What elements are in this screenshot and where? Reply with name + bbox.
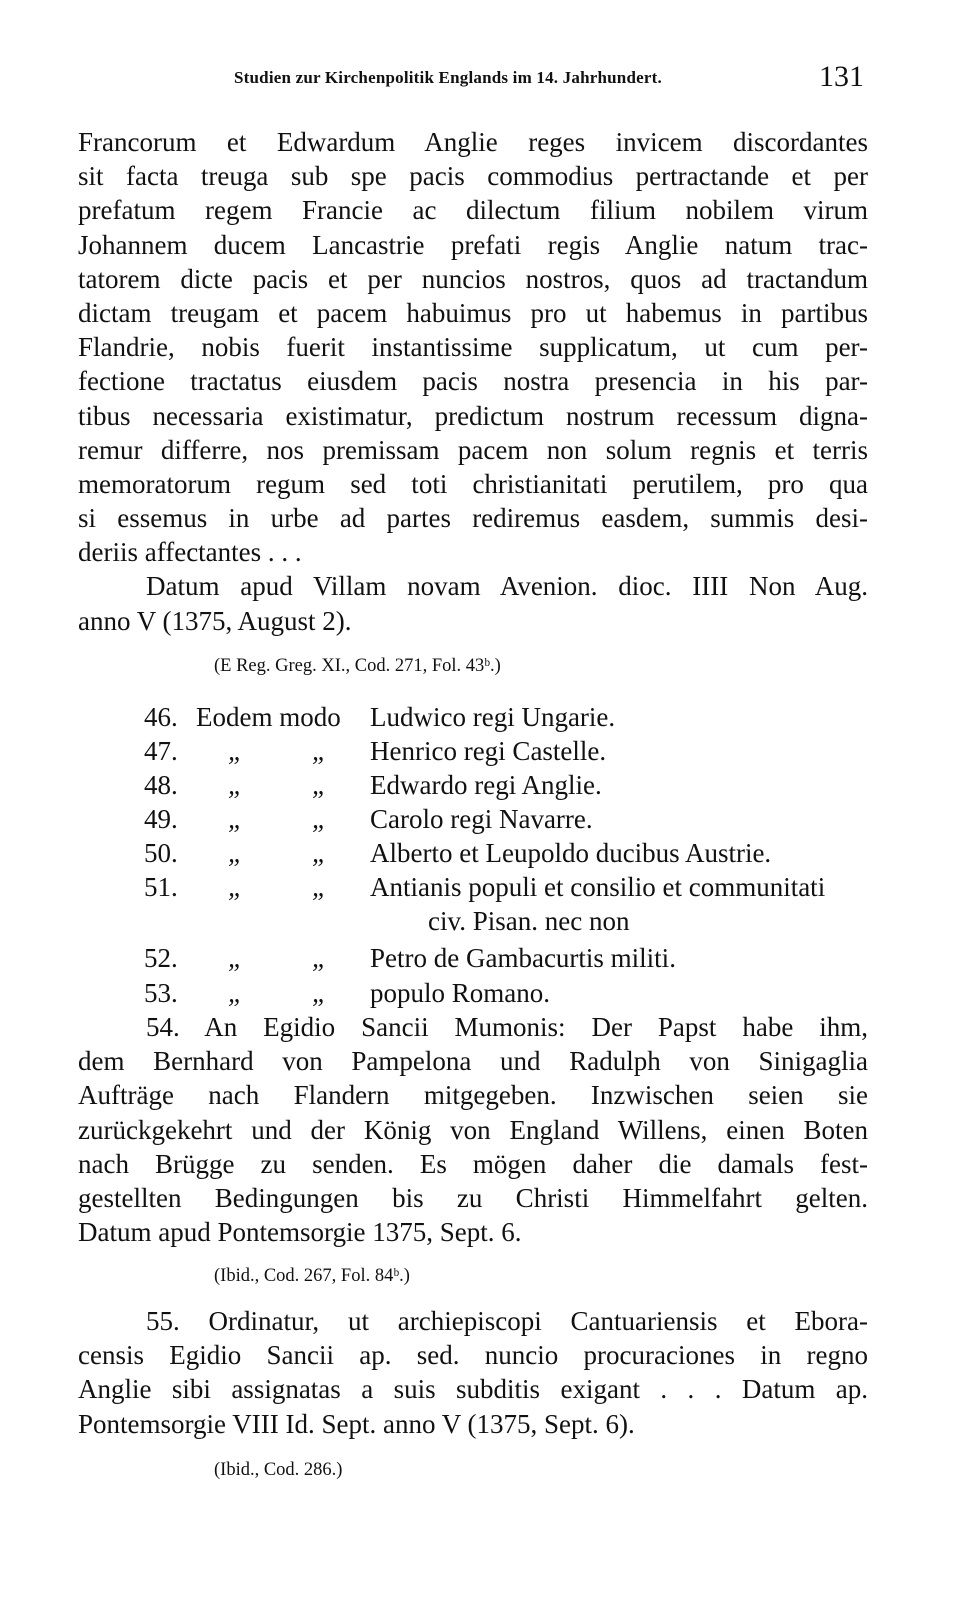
item-number: 48.: [144, 770, 178, 800]
item-formula: Eodem modo: [196, 702, 341, 732]
ditto-mark: „: [312, 872, 328, 902]
ditto-mark: „: [228, 770, 244, 800]
ditto-mark: „: [312, 978, 328, 1008]
item-addressee: Petro de Gambacurtis militi.: [370, 943, 676, 973]
item-addressee-continuation: civ. Pisan. nec non: [428, 906, 630, 936]
text-line: dem Bernhard von Pampelona und Radulph von Sinigaglia: [78, 1046, 868, 1077]
ditto-mark: „: [312, 770, 328, 800]
text-line: Aufträge nach Flandern mitgegeben. Inzwischen seien sie: [78, 1080, 868, 1111]
ditto-mark: „: [312, 838, 328, 868]
ditto-mark: „: [312, 736, 328, 766]
item-addressee: Carolo regi Navarre.: [370, 804, 593, 834]
text-line: Datum apud Pontemsorgie 1375, Sept. 6.: [78, 1217, 522, 1248]
text-line: sit facta treuga sub spe pacis commodius pertractande et per: [78, 161, 868, 192]
item-number: 50.: [144, 838, 178, 868]
item-addressee: Alberto et Leupoldo ducibus Austrie.: [370, 838, 772, 868]
item-addressee: Edwardo regi Anglie.: [370, 770, 602, 800]
item-number: 51.: [144, 872, 178, 902]
text-line: Anglie sibi assignatas a suis subditis exigant . . . Datum ap.: [78, 1374, 868, 1405]
text-line: 55. Ordinatur, ut archiepiscopi Cantuariensis et Ebora-: [146, 1306, 868, 1336]
text-line: dictam treugam et pacem habuimus pro ut habemus in partibus: [78, 297, 868, 328]
entry-55: [78, 1304, 868, 1441]
text-line: Pontemsorgie VIII Id. Sept. anno V (1375, Sept. 6).: [78, 1408, 635, 1439]
text-line: tatorem dicte pacis et per nuncios nostros, quos ad tractandum: [78, 263, 868, 294]
text-line: remur differre, nos premissam pacem non solum regnis et terris: [78, 434, 868, 465]
page-header: [0, 60, 960, 100]
text-line: Flandrie, nobis fuerit instantissime supplicatum, ut cum per-: [78, 332, 868, 363]
item-number: 52.: [144, 943, 178, 973]
text-line: fectione tractatus eiusdem pacis nostra presencia in his par-: [78, 366, 868, 397]
ditto-mark: „: [228, 838, 244, 868]
text-line: Johannem ducem Lancastrie prefati regis Anglie natum trac-: [78, 229, 868, 260]
ditto-mark: „: [228, 872, 244, 902]
page-number: 131: [819, 60, 864, 93]
text-line: Francorum et Edwardum Anglie reges invicem discordantes: [78, 127, 868, 157]
text-line: prefatum regem Francie ac dilectum filium nobilem virum: [78, 195, 868, 226]
text-line: zurückgekehrt und der König von England Willens, einen Boten: [78, 1114, 868, 1145]
text-line: gestellten Bedingungen bis zu Christi Himmelfahrt gelten.: [78, 1182, 868, 1213]
date-line: Datum apud Villam novam Avenion. dioc. IIII Non Aug.: [146, 571, 868, 602]
source-citation: (Ibid., Cod. 267, Fol. 84ᵇ.): [214, 1266, 410, 1286]
entry-54: [78, 1010, 868, 1249]
text-line: memoratorum regum sed toti christianitati perutilem, pro qua: [78, 468, 868, 499]
item-addressee: Henrico regi Castelle.: [370, 736, 607, 766]
item-addressee: Antianis populi et consilio et communitati: [370, 872, 826, 902]
text-line: si essemus in urbe ad partes rediremus easdem, summis desi-: [78, 503, 868, 534]
ditto-mark: „: [312, 943, 328, 973]
ditto-mark: „: [228, 736, 244, 766]
paragraph-continuation: [78, 125, 868, 638]
running-title: Studien zur Kirchenpolitik Englands im 14. Jahrhundert.: [234, 68, 662, 87]
date-line: anno V (1375, August 2).: [78, 605, 352, 636]
source-citation: (Ibid., Cod. 286.): [214, 1460, 343, 1480]
item-number: 49.: [144, 804, 178, 834]
ditto-mark: „: [228, 804, 244, 834]
item-number: 47.: [144, 736, 178, 766]
text-line: nach Brügge zu senden. Es mögen daher die damals fest-: [78, 1148, 868, 1179]
item-addressee: Ludwico regi Ungarie.: [370, 702, 616, 732]
item-number: 53.: [144, 978, 178, 1008]
text-line: deriis affectantes . . .: [78, 537, 302, 568]
text-line: censis Egidio Sancii ap. sed. nuncio procuraciones in regno: [78, 1340, 868, 1371]
item-number: 46.: [144, 702, 178, 732]
ditto-mark: „: [228, 943, 244, 973]
item-addressee: populo Romano.: [370, 978, 550, 1008]
ditto-mark: „: [228, 978, 244, 1008]
text-line: tibus necessaria existimatur, predictum nostrum recessum digna-: [78, 400, 868, 431]
source-citation: (E Reg. Greg. XI., Cod. 271, Fol. 43ᵇ.): [214, 656, 501, 676]
ditto-mark: „: [312, 804, 328, 834]
text-line: 54. An Egidio Sancii Mumonis: Der Papst habe ihm,: [146, 1012, 868, 1042]
